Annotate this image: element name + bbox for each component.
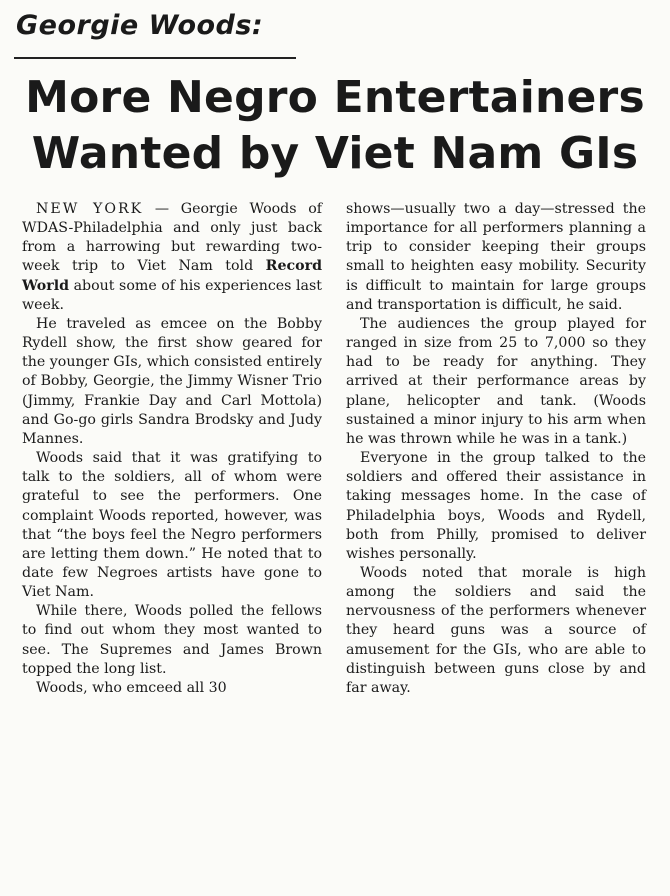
paragraph (22, 200, 322, 315)
paragraph-text: about some of his experiences last week. (22, 277, 322, 313)
paragraph: The audiences the group played for ranged in size from 25 to 7,000 so they had to be ready for anything. They arrived at their performance areas by plane, helicopter and tank. (Woods sustained a minor injury to his arm when he was thrown while he was in a tank.) (346, 315, 646, 447)
paragraph: Woods noted that morale is high among the soldiers and said the nervousness of the performers whenever they heard guns was a source of amusement for the GIs, who are able to distinguish between guns close by and far away. (346, 564, 646, 696)
publication-name: Record World (22, 258, 322, 294)
headline-line-2: Wanted by Viet Nam GIs (31, 128, 639, 179)
paragraph-text: — Georgie Woods of WDAS-Philadelphia and only just back from a harrowing but rewarding two-week trip to Viet Nam told (22, 201, 322, 275)
dateline: NEW YORK (36, 201, 144, 217)
paragraph: Everyone in the group talked to the soldiers and offered their assistance in taking messages home. In the case of Philadelphia boys, Woods and Rydell, both from Philly, promised to deliver wishes personally. (346, 450, 646, 562)
paragraph: Woods, who emceed all 30 (36, 679, 227, 696)
kicker-underline (14, 57, 296, 59)
paragraph: He traveled as emcee on the Bobby Rydell show, the first show geared for the younger GIs, which consisted entirely of Bobby, Georgie, the Jimmy Wisner Trio (Jimmy, Frankie Day and Carl Mottola) and Go-go girls Sandra Brodsky and Judy Mannes. (22, 315, 322, 447)
headline-line-1: More Negro Entertainers (25, 72, 645, 123)
paragraph: Woods said that it was gratifying to talk to the soldiers, all of whom were grateful to see the performers. One complaint Woods reported, however, was that “the boys feel the Negro performers are letting them down.” He noted that to date few Negroes artists have gone to Viet Nam. (22, 450, 322, 601)
paragraph: shows—usually two a day—stressed the importance for all performers planning a trip to consider keeping their groups small to heighten easy mobility. Security is difficult to maintain for large groups and transportation is difficult, he said. (346, 201, 646, 313)
article-column-left (22, 200, 322, 698)
paragraph: While there, Woods polled the fellows to find out whom they most wanted to see. The Supremes and James Brown topped the long list. (22, 603, 322, 677)
headline (0, 70, 670, 182)
kicker: Georgie Woods: (16, 10, 264, 41)
article-column-right (346, 200, 646, 698)
